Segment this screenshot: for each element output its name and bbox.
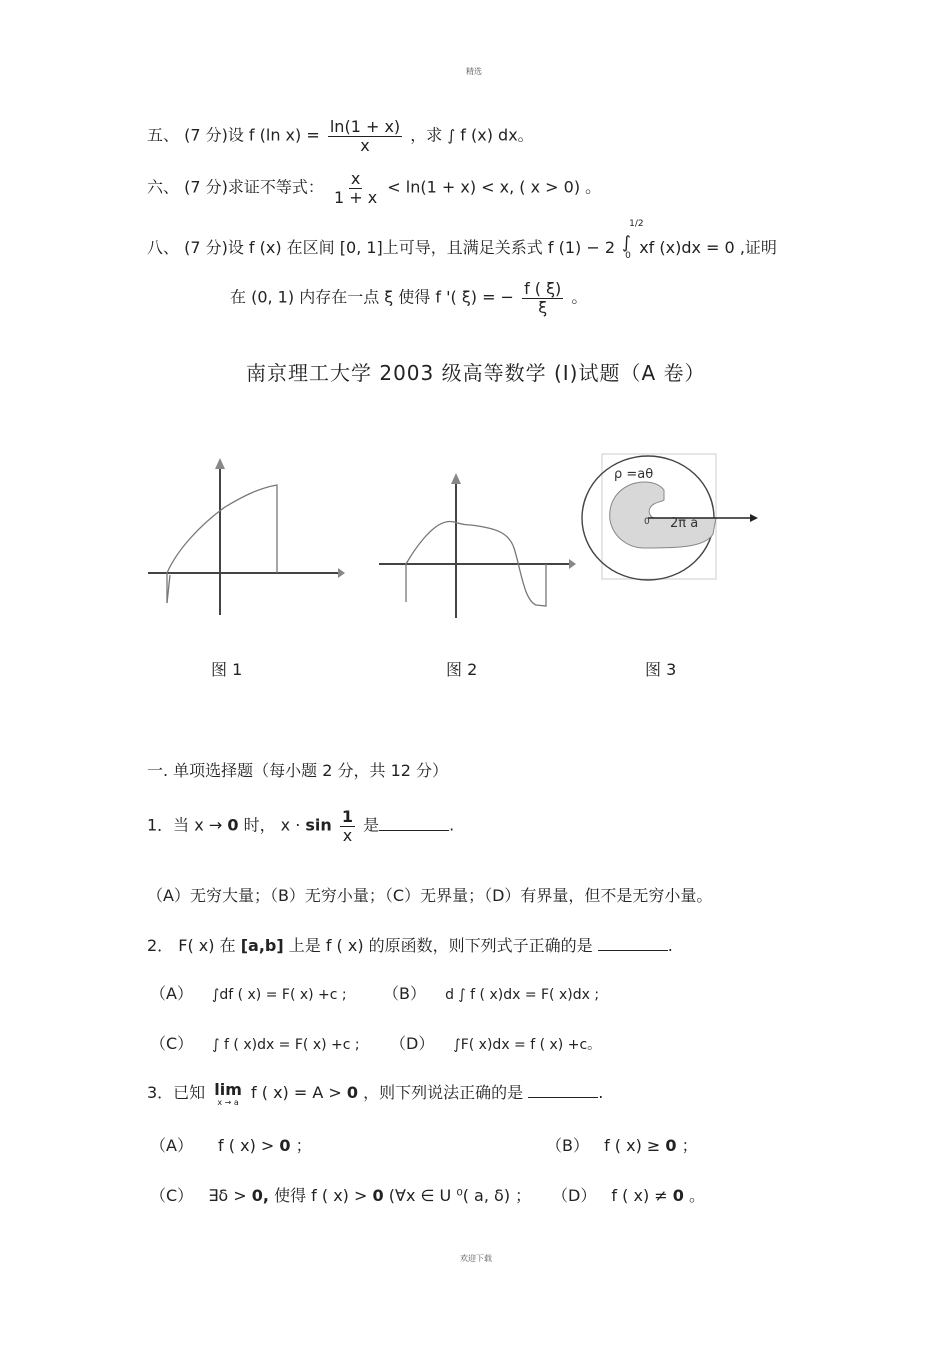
figure-1 xyxy=(145,455,345,620)
answer-blank[interactable] xyxy=(528,1083,598,1098)
fraction: $\frac{f ( \xi)}{\xi}$ xyxy=(524,279,562,317)
item-3-option-a: （A） f ( x) > 0 ； xyxy=(150,1136,312,1155)
fraction: $\frac{1}{x}$ xyxy=(341,807,354,845)
item-2-option-a: （A） ∫df ( x) = F( x) +c ; xyxy=(150,984,347,1003)
fraction: $\frac{x}{1 + x}$ xyxy=(333,169,378,207)
page-header: 精选 xyxy=(466,67,482,76)
item-3-option-b: （B） f ( x) ≥ 0 ； xyxy=(546,1136,698,1155)
item-3-option-d: （D） f ( x) ≠ 0 。 xyxy=(552,1186,706,1205)
exam-title: 南京理工大学 2003 级高等数学 (I)试题（A 卷） xyxy=(246,361,706,385)
item-1: 1．当 x → 0 时， x · sin $\frac{1}{x}$ 是 . xyxy=(147,807,455,845)
figure-3-caption: 图 3 xyxy=(645,660,677,679)
distance-label: 2π a xyxy=(670,516,699,531)
item-2-option-b: （B） d ∫ f ( x)dx = F( x)dx ; xyxy=(383,984,600,1003)
x-arrow-icon xyxy=(569,559,576,569)
item-3: 3．已知 lim x → a f ( x) = A > 0 ，则下列说法正确的是 . xyxy=(147,1080,604,1107)
question-8-line-1: 八、 (7 分)设 f (x) 在区间 [0, 1]上可导，且满足关系式 f (1) − 2 ∫ 1/2 0 xf (x)dx = 0 ,证明 xyxy=(147,219,777,261)
fraction: $\frac{\ln(1 + x)}{x}$ xyxy=(329,117,401,155)
item-1-options: （A）无穷大量；（B）无穷小量；（C）无界量；（D）有界量，但不是无穷小量。 xyxy=(147,886,713,905)
spiral-region xyxy=(610,482,716,548)
origin-label: 0 xyxy=(644,517,650,527)
item-2: 2． F( x) 在 [a,b] 上是 f ( x) 的原函数，则下列式子正确的是 . xyxy=(147,936,673,955)
answer-blank[interactable] xyxy=(379,816,449,831)
integral-sign: ∫ xyxy=(447,126,456,145)
figure-2-caption: 图 2 xyxy=(446,660,478,679)
item-2-option-c: （C） ∫ f ( x)dx = F( x) +c ; xyxy=(150,1034,360,1053)
x-arrow-icon xyxy=(338,568,345,578)
curve-1 xyxy=(167,485,277,603)
section-heading: 一. 单项选择题（每小题 2 分，共 12 分） xyxy=(147,761,449,780)
y-arrow-icon xyxy=(451,473,461,484)
question-5: 五、 (7 分)设 f (ln x) = $\frac{\ln(1 + x)}{x}$ ，求 ∫ f (x) dx。 xyxy=(147,117,534,155)
figure-1-caption: 图 1 xyxy=(211,660,243,679)
question-6: 六、 (7 分)求证不等式： $\frac{x}{1 + x}$ < ln(1 + x) < x, ( x > 0) 。 xyxy=(147,169,602,207)
integral-with-limits: ∫ 1/2 0 xyxy=(622,219,644,261)
item-3-option-c: （C） ∃δ > 0, 使得 f ( x) > 0 (∀x ∈ U ⁰( a, δ) ； xyxy=(150,1186,532,1205)
polar-arrow-icon xyxy=(750,514,758,522)
y-arrow-icon xyxy=(215,458,225,469)
limit: lim x → a xyxy=(214,1080,242,1107)
figure-2 xyxy=(376,470,576,625)
item-2-option-d: （D） ∫F( x)dx = f ( x) +c。 xyxy=(390,1034,602,1053)
question-8-line-2: 在 (0, 1) 内存在一点 ξ 使得 f '( ξ) = − $\frac{f ( \xi)}{\xi}$ 。 xyxy=(230,279,588,317)
figure-3 xyxy=(580,452,760,584)
page-footer: 欢迎下载 xyxy=(460,1254,492,1263)
answer-blank[interactable] xyxy=(598,936,668,951)
formula-label: ρ =aθ xyxy=(614,467,654,482)
